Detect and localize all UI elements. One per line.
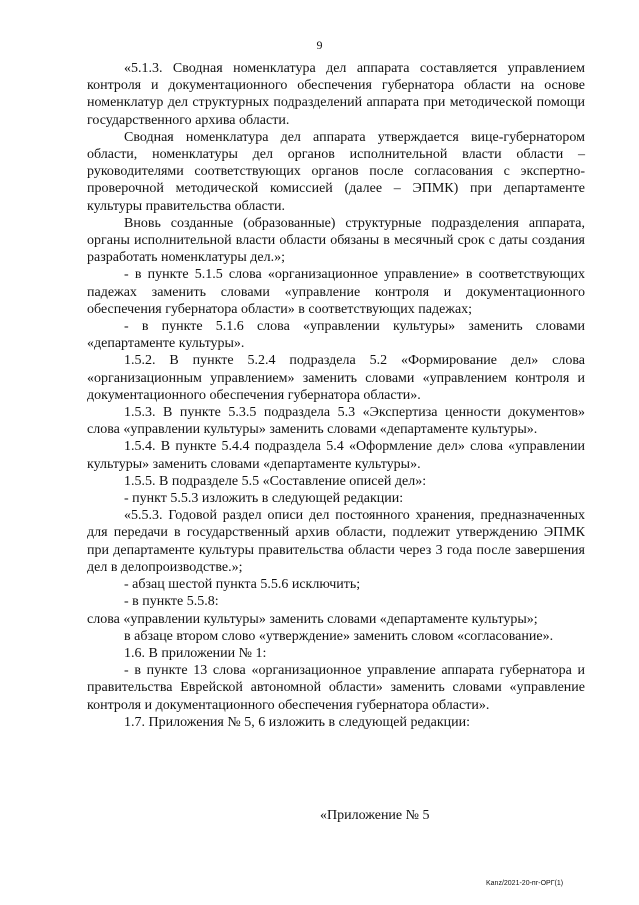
document-id: Kanz/2021-20-пг-ОРГ(1)	[486, 880, 564, 887]
paragraph: Вновь созданные (образованные) структурные подразделения аппарата, органы исполнительной власти области обязаны в месячный срок с даты создания разработать номенклатуры дел.»;	[87, 215, 585, 266]
paragraph: 1.5.5. В подразделе 5.5 «Составление описей дел»:	[124, 473, 427, 489]
paragraph: слова «управлении культуры» заменить словами «департаменте культуры»;	[87, 611, 538, 627]
paragraph: - пункт 5.5.3 изложить в следующей редакции:	[124, 491, 404, 507]
paragraph: - в пункте 13 слова «организационное управление аппарата губернатора и правительства Еврейской автономной области» заменить словами «управление контроля и документационного обеспечения губернатора области».	[87, 663, 585, 713]
paragraph: 1.5.2. В пункте 5.2.4 подраздела 5.2 «Формирование дел» слова «организационным управлением» заменить словами «управлением контроля и документационного обеспечения губернатора области».	[87, 353, 585, 403]
document-body	[87, 60, 585, 731]
paragraph: «5.1.3. Сводная номенклатура дел аппарата составляется управлением контроля и документационного обеспечения губернатора области на основе номенклатур дел структурных подразделений аппарата при методической помощи государственного архива области.	[87, 61, 585, 128]
appendix-heading: «Приложение № 5	[320, 808, 430, 823]
page-number: 9	[316, 38, 323, 52]
paragraph: 1.5.3. В пункте 5.3.5 подраздела 5.3 «Экспертиза ценности документов» слова «управлении культуры» заменить словами «департаменте культуры».	[87, 405, 585, 438]
paragraph: «5.5.3. Годовой раздел описи дел постоянного хранения, предназначенных для передачи в государственный архив области, подлежит утверждению ЭПМК при департаменте культуры правительства области через 3 года после завершения дел в делопроизводстве.»;	[87, 508, 585, 575]
paragraph: 1.6. В приложении № 1:	[124, 645, 267, 661]
paragraph: в абзаце втором слово «утверждение» заменить словом «согласование».	[124, 628, 554, 644]
paragraph: Сводная номенклатура дел аппарата утверждается вице-губернатором области, номенклатуры дел органов исполнительной власти области – руководителями соответствующих органов после согласования с экспертно-проверочной методической комиссией (далее – ЭПМК) при департаменте культуры правительства области.	[87, 129, 585, 214]
paragraph: 1.5.4. В пункте 5.4.4 подраздела 5.4 «Оформление дел» слова «управлении культуры» заменить словами «департаменте культуры».	[87, 439, 585, 472]
paragraph: - абзац шестой пункта 5.5.6 исключить;	[124, 577, 361, 593]
paragraph: - в пункте 5.5.8:	[124, 594, 219, 610]
paragraph: 1.7. Приложения № 5, 6 изложить в следующей редакции:	[124, 714, 470, 730]
paragraph: - в пункте 5.1.6 слова «управлении культуры» заменить словами «департаменте культуры».	[87, 319, 585, 352]
paragraph: - в пункте 5.1.5 слова «организационное управление» в соответствующих падежах заменить словами «управление контроля и документационного обеспечения губернатора области» в соответствующих падежах;	[87, 267, 585, 317]
